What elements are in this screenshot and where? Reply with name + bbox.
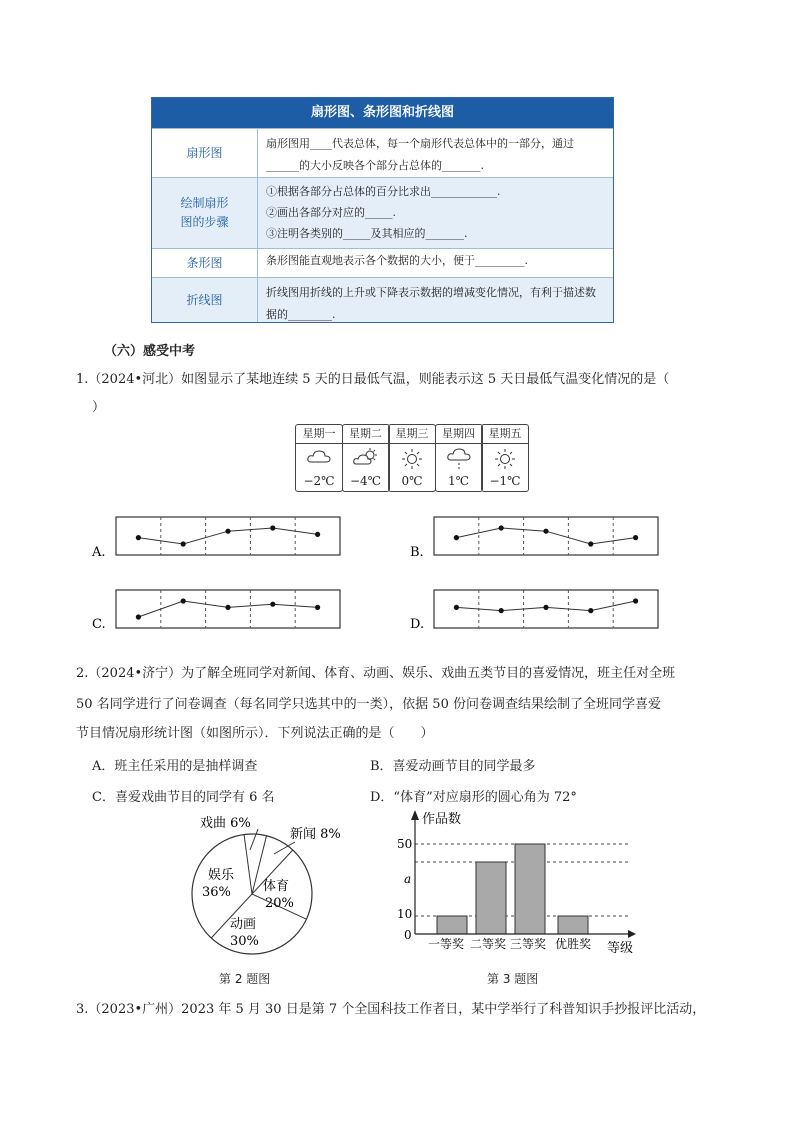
pie-label-xinwen: 新闻 8% [290, 827, 341, 842]
option-chart [410, 590, 658, 632]
option-point [270, 525, 275, 530]
option-point [543, 529, 548, 534]
x-tick-4: 优胜奖 [555, 937, 592, 951]
q3-stem: 3.（2023•广州）2023 年 5 月 30 日是第 7 个全国科技工作者日，某中学举行了科普知识手抄报评比活动， [76, 1002, 706, 1017]
q2-option-c[interactable]: C．喜爱戏曲节目的同学有 6 名 [92, 790, 275, 805]
row-label: 绘制扇形图的步骤 [152, 178, 258, 248]
y-axis-label: 作品数 [422, 812, 462, 827]
weather-temp: 0℃ [401, 474, 423, 488]
weather-temp: −4℃ [349, 474, 382, 488]
bar-chart [370, 808, 660, 958]
q1-stem-end: ） [92, 400, 106, 415]
option-point [225, 529, 230, 534]
pie-value-donghua: 30% [230, 934, 259, 949]
row-text: 折线图用折线的上升或下降表示数据的增减变化情况，有利于描述数据的________. [266, 286, 596, 321]
option-point [181, 598, 186, 603]
pie-label-yule: 娱乐 [208, 868, 235, 883]
pie-value-yule: 36% [202, 885, 231, 900]
q2-caption: 第 2 题图 [219, 972, 271, 986]
option-point [499, 608, 504, 613]
option-point [270, 602, 275, 607]
option-label: A. [92, 545, 106, 560]
q2-option-d[interactable]: D．“体育”对应扇形的圆心角为 72° [370, 790, 577, 805]
pie-label-donghua: 动画 [230, 917, 257, 932]
option-point [136, 614, 141, 619]
pie-label-tiyu: 体育 [263, 879, 290, 894]
step-2: ②画出各部分对应的_____. [266, 206, 396, 219]
step-1: ①根据各部分占总体的百分比求出____________. [266, 185, 501, 198]
x-axis-label: 等级 [607, 941, 634, 956]
option-point [633, 535, 638, 540]
weather-temp: 1℃ [447, 474, 470, 488]
option-chart [92, 590, 340, 632]
row-text: 条形图能直观地表示各个数据的大小，便于_________. [266, 254, 528, 267]
x-tick-3: 三等奖 [510, 937, 547, 951]
q2-line3: 节目情况扇形统计图（如图所示）．下列说法正确的是（ ） [76, 726, 434, 741]
y-tick-0: 0 [404, 928, 412, 942]
option-point [225, 605, 230, 610]
y-tick-50: 50 [397, 837, 413, 851]
option-point [543, 605, 548, 610]
row-label: 条形图 [152, 249, 258, 277]
weather-day-label: 星期四 [436, 425, 482, 444]
bar [558, 916, 588, 934]
option-point [454, 605, 459, 610]
pie-value-tiyu: 20% [265, 896, 294, 911]
q2-line2: 50 名同学进行了问卷调查（每名同学只选其中的一类），依据 50 份问卷调查结果绘制了全班同学喜爱 [76, 697, 661, 712]
option-chart [410, 517, 658, 560]
option-label: C. [92, 617, 106, 632]
y-tick-10: 10 [397, 907, 413, 921]
row-text: 扇形图用____代表总体，每一个扇形代表总体中的一部分，通过______的大小反映各个部分占总体的_______. [266, 137, 574, 172]
bar [476, 862, 506, 934]
row-label: 折线图 [152, 278, 258, 322]
table-title: 扇形图、条形图和折线图 [152, 98, 613, 128]
pie-label-xiqu: 戏曲 6% [200, 816, 251, 831]
weather-day-label: 星期三 [389, 425, 435, 444]
option-frame [116, 517, 340, 555]
row-label: 扇形图 [152, 129, 258, 177]
q2-option-b[interactable]: B．喜爱动画节目的同学最多 [370, 759, 536, 774]
option-point [588, 541, 593, 546]
x-tick-2: 二等奖 [470, 937, 507, 951]
step-3: ③注明各类别的_____及其相应的_______. [266, 227, 468, 240]
x-axis-arrow [628, 930, 636, 938]
bar [515, 844, 545, 934]
q1-stem: 1.（2024•河北）如图显示了某地连续 5 天的日最低气温，则能表示这 5 天日最低气温变化情况的是（ [76, 372, 670, 387]
option-frame [434, 517, 658, 555]
option-point [633, 598, 638, 603]
x-tick-1: 一等奖 [428, 937, 465, 951]
option-label: D. [410, 617, 425, 632]
q2-line1: 2.（2024•济宁）为了解全班同学对新闻、体育、动画、娱乐、戏曲五类节目的喜爱情况，班主任对全班 [76, 666, 676, 681]
q3-caption: 第 3 题图 [487, 972, 539, 986]
option-point [136, 535, 141, 540]
weather-day-label: 星期二 [343, 425, 389, 444]
option-point [454, 535, 459, 540]
option-chart [91, 517, 340, 560]
weather-temp: −1℃ [489, 474, 521, 488]
y-axis-arrow [411, 810, 419, 820]
weather-day-label: 星期五 [482, 425, 528, 444]
weather-temp: −2℃ [303, 474, 335, 488]
bar [437, 916, 467, 934]
option-label: B. [410, 545, 424, 560]
q2-option-a[interactable]: A．班主任采用的是抽样调查 [92, 759, 258, 774]
option-point [181, 541, 186, 546]
option-point [315, 532, 320, 537]
option-point [588, 608, 593, 613]
option-point [499, 525, 504, 530]
y-tick-a: a [404, 872, 412, 886]
weather-day-label: 星期一 [296, 425, 342, 444]
section-title: （六）感受中考 [104, 344, 196, 359]
pie-chart [170, 810, 370, 970]
option-point [315, 605, 320, 610]
